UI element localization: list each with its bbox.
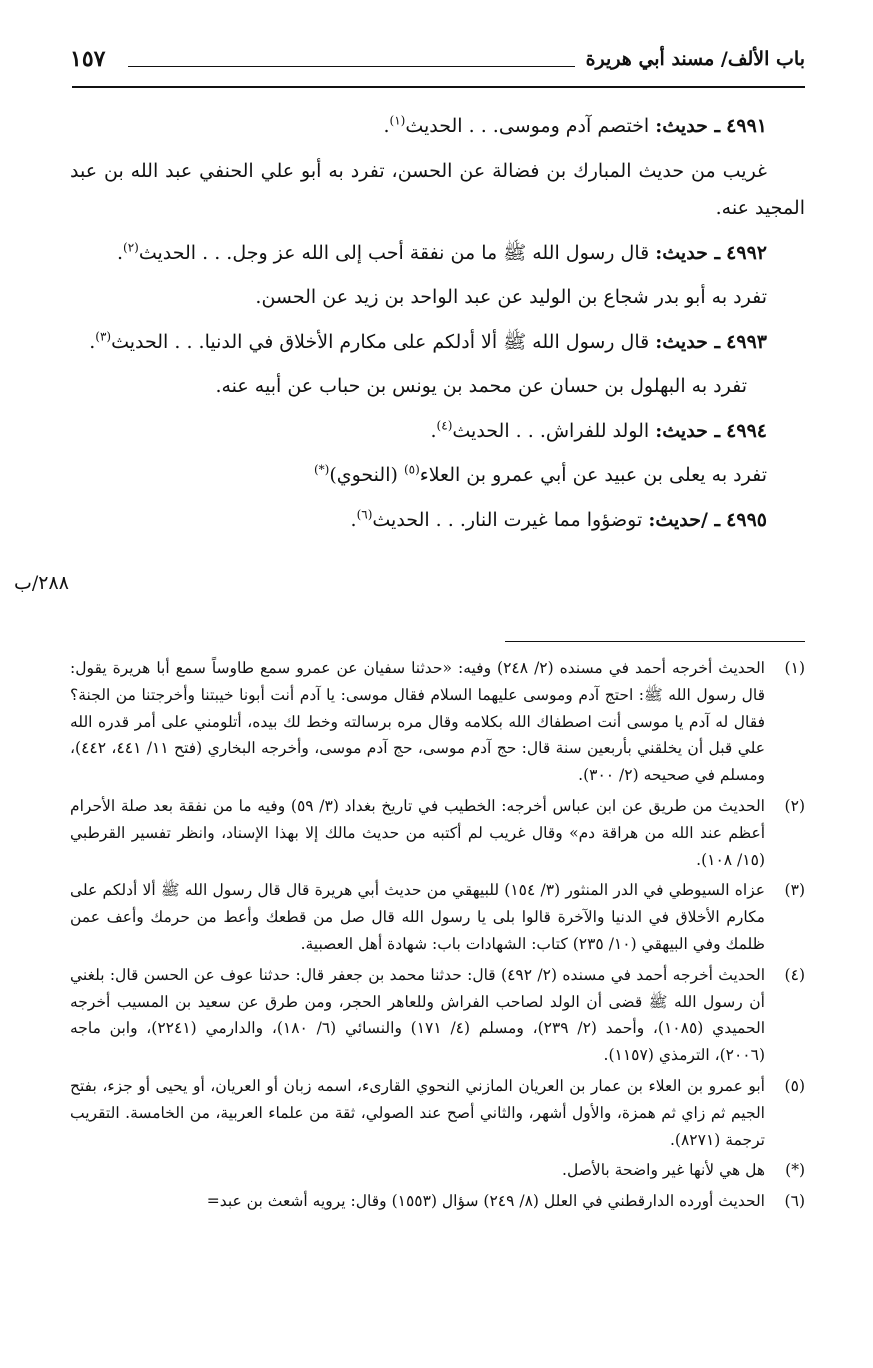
page-number: ١٥٧	[70, 46, 106, 72]
footnote-number: (٣)	[784, 881, 805, 900]
header-dash-line	[128, 66, 575, 67]
hadith-text: اختصم آدم وموسى. . . الحديث	[405, 115, 650, 137]
footnote	[70, 655, 805, 789]
hadith-entry: ٤٩٩٢ ـ حديث: قال رسول الله ﷺ ما من نفقة أحب إلى الله عز وجل. . . الحديث$^{(٢)}$.	[116, 240, 767, 264]
hadith-number: ٤٩٩٢	[726, 241, 767, 264]
header-rule	[72, 86, 805, 88]
footnote-text: الحديث أخرجه أحمد في مسنده (٢/ ٤٩٢) قال: حدثنا محمد بن جعفر قال: حدثنا عوف عن الحسن قال: بلغني أن رسول الله ﷺ قضى أن الولد لصاحب الفراش وللعاهر الحجر، ومن طرق عن سعيد بن المسيب أخرجه الحميدي (١٠٨٥)، وأحمد (٢/ ٢٣٩)، ومسلم (٤/ ١٧١) والنسائي (٦/ ١٨٠)، والدارمي (٢٢٤١)، وابن ماجه (٢٠٠٦)، الترمذي (١١٥٧).	[70, 965, 766, 1065]
footnote-ref: (٣)	[95, 329, 112, 344]
footnote-ref: (١)	[389, 113, 406, 128]
footnote-text: أبو عمرو بن العلاء بن عمار بن العريان المازني النحوي القارىء، اسمه زبان أو العريان، أو يحيى أو جزء، بفتح الجيم ثم زاي ثم همزة، والأول أشهر، والثاني أصح عند الصولي، ثقة من علماء العربية، من الخامسة. التقريب ترجمة (٨٢٧١).	[70, 1076, 765, 1149]
footnote	[70, 962, 805, 1069]
hadith-label: حديث:	[655, 419, 708, 442]
hadith-entry: ٤٩٩٣ ـ حديث: قال رسول الله ﷺ ألا أدلكم على مكارم الأخلاق في الدنيا. . . الحديث$^{(٣)}$.	[89, 329, 767, 353]
footnote-ref: (٢)	[123, 240, 139, 255]
running-title: باب الألف/ مسند أبي هريرة	[585, 48, 805, 70]
footnote-text: الحديث أخرجه أحمد في مسنده (٢/ ٢٤٨) وفيه: «حدثنا سفيان عن عمرو سمع طاوساً سمع أبا هريرة يقول: قال رسول الله ﷺ: احتج آدم وموسى عليهما السلام فقال موسى: يا آدم أنت أبونا خيبتنا وأخرجتنا من الجنة؟ فقال له آدم يا موسى أنت اصطفاك الله بكلامه وقال مره برسالته وخط لك بيده، أتلومني على أمر قدره الله علي قبل أن يخلقني بأربعين سنة قال: حج آدم موسى، حج آدم موسى، وأخرجه البخاري (فتح ١١/ ٤٤١، ٤٤٢)، ومسلم في صحيحه (٢/ ٣٠٠).	[70, 659, 765, 785]
footnote-number: (٤)	[784, 965, 805, 984]
hadith-label: /حديث:	[648, 508, 708, 531]
hadith-number: ٤٩٩٤	[726, 419, 767, 442]
hadith-number: ٤٩٩٥	[726, 508, 767, 531]
commentary-paragraph: تفرد به يعلى بن عبيد عن أبي عمرو بن العلاء$^{(٥)}$ (النحوي)(*)	[313, 462, 767, 486]
commentary-paragraph: غريب من حديث المبارك بن فضالة عن الحسن، تفرد به أبو علي الحنفي عبد الله بن عبد المجيد عنه.	[70, 159, 805, 219]
hadith-entry: ٤٩٩١ ـ حديث: اختصم آدم وموسى. . . الحديث$^{(١)}$.	[383, 113, 767, 137]
hadith-label: حديث:	[655, 115, 708, 137]
footnote-text: هل هي لأنها غير واضحة بالأصل.	[562, 1161, 765, 1180]
manuscript-folio-note: ٢٨٨/ب	[14, 572, 69, 594]
commentary-paragraph: تفرد به أبو بدر شجاع بن الوليد عن عبد الواحد بن زيد عن الحسن.	[255, 286, 767, 308]
hadith-text: قال رسول الله ﷺ ما من نفقة أحب إلى الله عز وجل. . . الحديث	[138, 241, 650, 264]
footnotes	[70, 655, 805, 1219]
footnote-separator	[505, 641, 805, 642]
footnote-text: عزاه السيوطي في الدر المنثور (٣/ ١٥٤) للبيهقي من حديث أبي هريرة قال قال رسول الله ﷺ ألا أدلكم على مكارم الأخلاق في الدنيا والآخرة قالوا بلى يا رسول الله قال صل من قطعك وأعط من حرمك وأعف عمن ظلمك وفي البيهقي (١٠/ ٢٣٥) كتاب: الشهادات باب: شهادة أهل العصبية.	[70, 881, 766, 953]
footnote	[70, 877, 805, 957]
hadith-text: قال رسول الله ﷺ ألا أدلكم على مكارم الأخلاق في الدنيا. . . الحديث	[111, 330, 650, 353]
hadith-text: الولد للفراش. . . الحديث	[452, 419, 650, 442]
footnote-ref: (*)	[313, 462, 330, 477]
footnote-ref: (٥)	[403, 462, 420, 477]
hadith-entry: ٤٩٩٤ ـ حديث: الولد للفراش. . . الحديث$^{(٤)}$.	[430, 418, 767, 442]
footnote-text: الحديث أورده الدارقطني في العلل (٨/ ٢٤٩) سؤال (١٥٥٣) وقال: يرويه أشعث بن عبد=	[206, 1192, 765, 1211]
hadith-text: توضؤوا مما غيرت النار. . . الحديث	[372, 508, 643, 531]
hadith-label: حديث:	[655, 241, 708, 264]
hadith-label: حديث:	[655, 330, 708, 353]
main-text	[70, 108, 805, 546]
footnote-text: الحديث من طريق عن ابن عباس أخرجه: الخطيب في تاريخ بغداد (٣/ ٥٩) وفيه ما من نفقة بعد صلة الأحرام أعظم عند الله من هراقة دم» وقال غريب لم أكتبه من حديث مالك إلا بهذا الإسناد، وانظر تفسير القرطبي (١٥/ ١٠٨).	[70, 796, 765, 869]
footnote-number: (٢)	[784, 796, 805, 815]
page-header	[70, 42, 805, 82]
hadith-number: ٤٩٩١	[726, 115, 767, 137]
footnote	[70, 1073, 805, 1153]
commentary-paragraph: تفرد به البهلول بن حسان عن محمد بن يونس بن حباب عن أبيه عنه.	[215, 375, 747, 397]
footnote-number: (*)	[785, 1161, 805, 1180]
footnote-ref: (٤)	[436, 418, 453, 433]
footnote-number: (١)	[784, 659, 805, 677]
footnote-number: (٥)	[784, 1076, 805, 1095]
hadith-number: ٤٩٩٣	[726, 330, 767, 353]
hadith-entry: ٤٩٩٥ ـ /حديث: توضؤوا مما غيرت النار. . . الحديث$^{(٦)}$.	[350, 507, 767, 531]
footnote-number: (٦)	[784, 1192, 805, 1211]
footnote	[70, 793, 805, 873]
footnote	[70, 1157, 805, 1184]
footnote	[70, 1188, 805, 1215]
footnote-ref: (٦)	[356, 507, 373, 522]
